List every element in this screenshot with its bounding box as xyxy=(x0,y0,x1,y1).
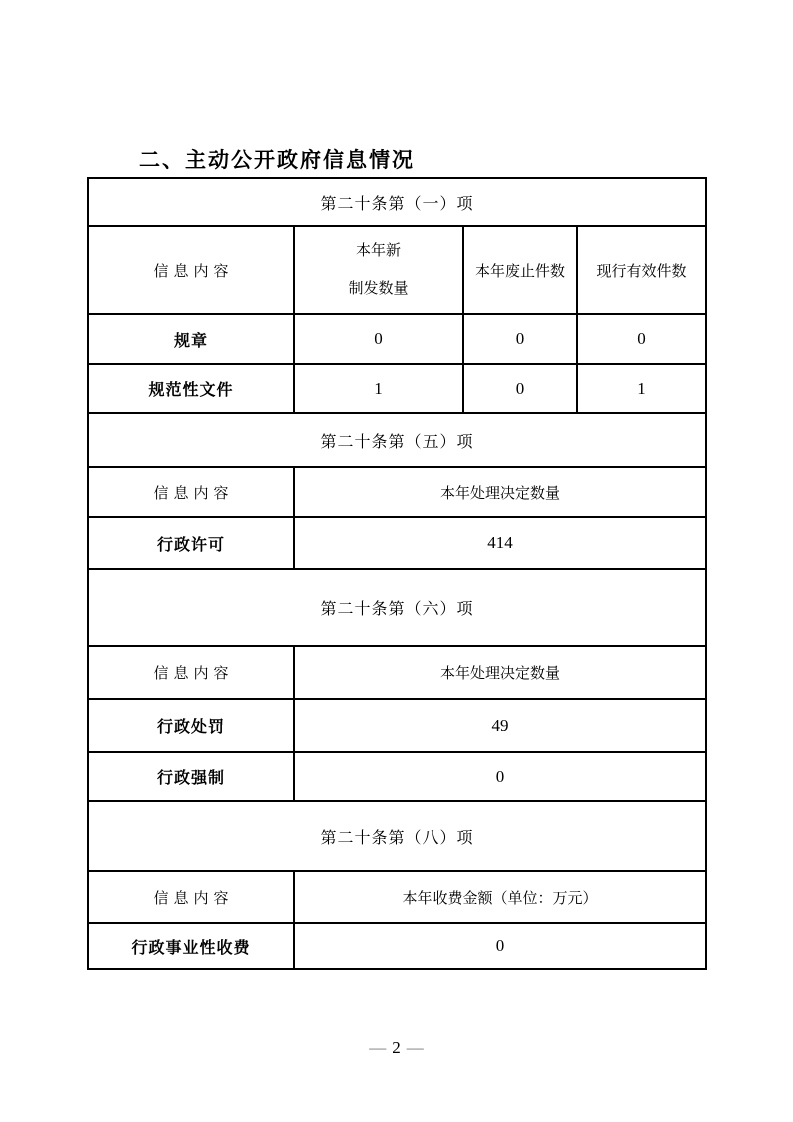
section5-row-label-administrative-licensing: 行政许可 xyxy=(88,517,294,569)
page-number-value: 2 xyxy=(392,1038,401,1057)
value-cell: 0 xyxy=(294,752,706,801)
section1-row-label-normative-documents: 规范性文件 xyxy=(88,364,294,413)
page-title: 二、主动公开政府信息情况 xyxy=(139,149,415,172)
section6-title: 第二十条第（六）项 xyxy=(88,569,706,646)
section1-col-header-valid: 现行有效件数 xyxy=(577,226,706,314)
section1-col-header-new-issued xyxy=(294,226,463,314)
section8-title: 第二十条第（八）项 xyxy=(88,801,706,871)
section8-col-header-fees: 本年收费金额（单位：万元） xyxy=(294,871,706,923)
value-cell: 0 xyxy=(294,923,706,969)
section1-col-header-new-issued-line2: 制发数量 xyxy=(348,281,409,297)
section6-col-header-info: 信息内容 xyxy=(88,646,294,699)
section1-col-header-abolished: 本年废止件数 xyxy=(463,226,577,314)
value-cell: 1 xyxy=(294,364,463,413)
value-cell: 0 xyxy=(577,314,706,364)
value-cell: 0 xyxy=(463,314,577,364)
section8-row-label-administrative-fees: 行政事业性收费 xyxy=(88,923,294,969)
disclosure-table xyxy=(87,177,707,970)
section1-title: 第二十条第（一）项 xyxy=(88,178,706,226)
section5-col-header-info: 信息内容 xyxy=(88,467,294,517)
section1-col-header-info: 信息内容 xyxy=(88,226,294,314)
page-number xyxy=(0,1038,793,1058)
section8-col-header-info: 信息内容 xyxy=(88,871,294,923)
section6-row-label-administrative-coercion: 行政强制 xyxy=(88,752,294,801)
section1-row-label-regulations: 规章 xyxy=(88,314,294,364)
section5-col-header-decisions: 本年处理决定数量 xyxy=(294,467,706,517)
section6-row-label-administrative-penalty: 行政处罚 xyxy=(88,699,294,752)
page-number-dash-left: — xyxy=(369,1038,387,1057)
value-cell: 1 xyxy=(577,364,706,413)
section1-col-header-new-issued-line1: 本年新 xyxy=(355,243,401,259)
value-cell: 0 xyxy=(294,314,463,364)
section5-title: 第二十条第（五）项 xyxy=(88,413,706,467)
value-cell: 414 xyxy=(294,517,706,569)
page-number-dash-right: — xyxy=(406,1038,424,1057)
value-cell: 0 xyxy=(463,364,577,413)
value-cell: 49 xyxy=(294,699,706,752)
section6-col-header-decisions: 本年处理决定数量 xyxy=(294,646,706,699)
